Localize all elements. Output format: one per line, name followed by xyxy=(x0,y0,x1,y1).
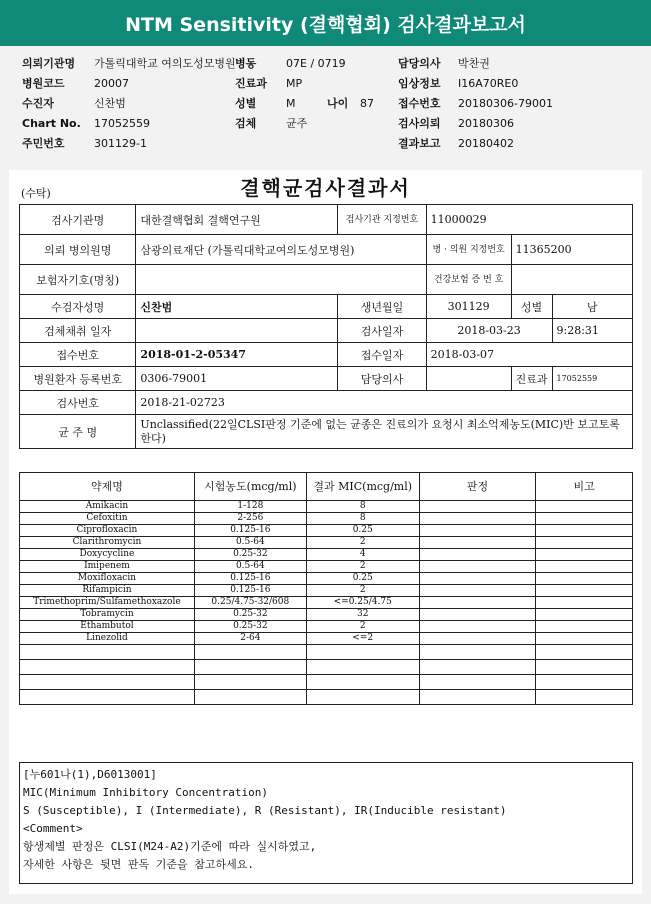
drug-note-cell xyxy=(536,597,633,609)
drug-mic-cell: 2 xyxy=(306,585,419,597)
drug-name-cell: Tobramycin xyxy=(20,609,195,621)
institution-label: 의뢰기관명 xyxy=(22,57,76,70)
empty-cell xyxy=(419,645,536,660)
test-no-value: 2018-21-02723 xyxy=(136,391,633,415)
attending-label: 담당의사 xyxy=(338,367,426,391)
drug-mic-cell: 8 xyxy=(306,501,419,513)
patient-info xyxy=(22,54,632,154)
report-title: 결핵균검사결과서 xyxy=(240,176,411,200)
collect-label: 검체채취 일자 xyxy=(20,319,136,343)
drug-row xyxy=(20,537,633,549)
lab-name-value: 대한결핵협회 결핵연구원 xyxy=(136,205,338,235)
drug-note-cell xyxy=(536,621,633,633)
drug-note-cell xyxy=(536,609,633,621)
drug-conc-cell: 0.25-32 xyxy=(194,549,306,561)
clinical-value: I16A70RE0 xyxy=(458,77,519,90)
test-time-value: 9:28:31 xyxy=(552,319,633,343)
drug-conc-cell: 2-256 xyxy=(194,513,306,525)
drug-judge-cell xyxy=(419,585,536,597)
ward-label: 병동 xyxy=(235,57,257,70)
request-value: 20180306 xyxy=(458,117,514,130)
dept-label-cell: 진료과 xyxy=(511,367,552,391)
drug-table xyxy=(19,472,633,705)
drug-name-cell: Ciprofloxacin xyxy=(20,525,195,537)
drug-note-cell xyxy=(536,573,633,585)
drug-judge-cell xyxy=(419,513,536,525)
hosp-id-label: 병 · 의원 지정번호 xyxy=(426,235,511,265)
dept-label: 진료과 xyxy=(235,77,267,90)
lab-id-label: 검사기관 지정번호 xyxy=(338,205,426,235)
sex-value-cell: 남 xyxy=(552,295,633,319)
drug-conc-cell: 1-128 xyxy=(194,501,306,513)
drug-row xyxy=(20,633,633,645)
receipt-label: 접수번호 xyxy=(398,97,441,110)
empty-row xyxy=(20,660,633,675)
req-hosp-value: 삼광의료재단 (가톨릭대학교여의도성모병원) xyxy=(136,235,426,265)
dept-value-cell: 17052559 xyxy=(552,367,633,391)
empty-cell xyxy=(536,690,633,705)
drug-judge-cell xyxy=(419,621,536,633)
dob-value: 301129 xyxy=(426,295,511,319)
insured-value xyxy=(136,265,426,295)
request-label: 검사의뢰 xyxy=(398,117,441,130)
drug-note-cell xyxy=(536,561,633,573)
empty-cell xyxy=(419,675,536,690)
report-subtitle: (수탁) xyxy=(21,187,51,200)
req-hosp-label: 의뢰 병의원명 xyxy=(20,235,136,265)
drug-name-cell: Linezolid xyxy=(20,633,195,645)
drug-row xyxy=(20,501,633,513)
notes-comment-line1: 항생제별 판정은 CLSI(M24-A2)기준에 따라 실시하였고, xyxy=(23,840,317,853)
drug-note-cell xyxy=(536,549,633,561)
drug-note-cell xyxy=(536,525,633,537)
drug-conc-cell: 0.125-16 xyxy=(194,585,306,597)
rrn-label: 주민번호 xyxy=(22,137,65,150)
drug-judge-cell xyxy=(419,549,536,561)
drug-row xyxy=(20,573,633,585)
drug-conc-cell: 0.5-64 xyxy=(194,537,306,549)
drug-mic-cell: 32 xyxy=(306,609,419,621)
drug-mic-cell: 2 xyxy=(306,561,419,573)
drug-mic-cell: 2 xyxy=(306,621,419,633)
specimen-label: 검체 xyxy=(235,117,257,130)
drug-name-cell: Imipenem xyxy=(20,561,195,573)
conc-header: 시험농도(mcg/ml) xyxy=(194,473,306,501)
age-label: 나이 xyxy=(327,97,349,110)
drug-row xyxy=(20,621,633,633)
empty-cell xyxy=(194,690,306,705)
notes-comment-label: <Comment> xyxy=(23,822,83,835)
collect-value xyxy=(136,319,338,343)
hospital-code-value: 20007 xyxy=(94,77,129,90)
name-label: 수검자성명 xyxy=(20,295,136,319)
empty-cell xyxy=(194,660,306,675)
drug-note-cell xyxy=(536,513,633,525)
specimen-value: 균주 xyxy=(286,117,308,130)
notes-comment-line2: 자세한 사항은 뒷면 판독 기준을 참고하세요. xyxy=(23,858,255,871)
empty-cell xyxy=(306,660,419,675)
report-date-label: 결과보고 xyxy=(398,137,441,150)
drug-mic-cell: 0.25 xyxy=(306,573,419,585)
drug-name-cell: Amikacin xyxy=(20,501,195,513)
rrn-value: 301129-1 xyxy=(94,137,147,150)
empty-row xyxy=(20,645,633,660)
empty-cell xyxy=(20,645,195,660)
drug-conc-cell: 0.5-64 xyxy=(194,561,306,573)
lab-name-label: 검사기관명 xyxy=(20,205,136,235)
drug-judge-cell xyxy=(419,537,536,549)
sex-value: M xyxy=(286,97,296,110)
drug-row xyxy=(20,513,633,525)
drug-note-cell xyxy=(536,537,633,549)
attending-value xyxy=(426,367,511,391)
drug-judge-cell xyxy=(419,633,536,645)
judge-header: 판정 xyxy=(419,473,536,501)
accession-label: 접수번호 xyxy=(20,343,136,367)
health-ins-value xyxy=(511,265,632,295)
drug-note-cell xyxy=(536,585,633,597)
empty-cell xyxy=(20,690,195,705)
empty-cell xyxy=(536,645,633,660)
species-value: Unclassified(22일CLSI판정 기준에 없는 균종은 진료의가 요청시 최소억제농도(MIC)반 보고토록 한다) xyxy=(136,415,633,449)
hosp-id-value: 11365200 xyxy=(511,235,632,265)
receive-date-value: 2018-03-07 xyxy=(426,343,632,367)
doctor-value: 박찬권 xyxy=(458,57,490,70)
drug-note-cell xyxy=(536,501,633,513)
clinical-label: 임상정보 xyxy=(398,77,441,90)
drug-row xyxy=(20,609,633,621)
species-label: 균 주 명 xyxy=(20,415,136,449)
accession-value: 2018-01-2-05347 xyxy=(136,343,338,367)
notes-mic-definition: MIC(Minimum Inhibitory Concentration) xyxy=(23,786,269,799)
patient-label: 수진자 xyxy=(22,97,54,110)
drug-name-cell: Cefoxitin xyxy=(20,513,195,525)
report-date-value: 20180402 xyxy=(458,137,514,150)
notes-legend: S (Susceptible), I (Intermediate), R (Resistant), IR(Inducible resistant) xyxy=(23,804,507,817)
patient-value: 신찬범 xyxy=(94,97,126,110)
drug-row xyxy=(20,585,633,597)
note-header: 비고 xyxy=(536,473,633,501)
drug-header: 약제명 xyxy=(20,473,195,501)
institution-value: 가톨릭대학교 여의도성모병원 xyxy=(94,57,236,70)
empty-cell xyxy=(306,690,419,705)
drug-conc-cell: 0.125-16 xyxy=(194,525,306,537)
drug-conc-cell: 0.25-32 xyxy=(194,621,306,633)
empty-cell xyxy=(20,675,195,690)
sex-label: 성별 xyxy=(235,97,257,110)
drug-conc-cell: 0.25/4.75-32/608 xyxy=(194,597,306,609)
empty-cell xyxy=(194,675,306,690)
drug-mic-cell: 0.25 xyxy=(306,525,419,537)
report-header xyxy=(0,0,651,46)
reg-no-label: 병원환자 등록번호 xyxy=(20,367,136,391)
report-header-title: NTM Sensitivity (결핵협회) 검사결과보고서 xyxy=(125,13,526,36)
empty-row xyxy=(20,675,633,690)
drug-row xyxy=(20,549,633,561)
health-ins-label: 건강보험 증 번 호 xyxy=(426,265,511,295)
empty-cell xyxy=(306,645,419,660)
drug-mic-cell: 4 xyxy=(306,549,419,561)
notes-code: [누601나(1),D6013001] xyxy=(23,768,157,781)
drug-judge-cell xyxy=(419,609,536,621)
empty-cell xyxy=(20,660,195,675)
drug-conc-cell: 0.125-16 xyxy=(194,573,306,585)
drug-conc-cell: 2-64 xyxy=(194,633,306,645)
empty-cell xyxy=(306,675,419,690)
empty-cell xyxy=(536,675,633,690)
dept-value: MP xyxy=(286,77,303,90)
drug-judge-cell xyxy=(419,573,536,585)
drug-row xyxy=(20,561,633,573)
chart-label: Chart No. xyxy=(22,117,81,130)
test-no-label: 검사번호 xyxy=(20,391,136,415)
reg-no-value: 0306-79001 xyxy=(136,367,338,391)
test-date-value: 2018-03-23 xyxy=(426,319,552,343)
drug-name-cell: Ethambutol xyxy=(20,621,195,633)
hospital-code-label: 병원코드 xyxy=(22,77,65,90)
empty-cell xyxy=(419,690,536,705)
chart-value: 17052559 xyxy=(94,117,150,130)
mic-header: 결과 MIC(mcg/ml) xyxy=(306,473,419,501)
test-date-label: 검사일자 xyxy=(338,319,426,343)
drug-mic-cell: <=0.25/4.75 xyxy=(306,597,419,609)
drug-name-cell: Moxifloxacin xyxy=(20,573,195,585)
sex-label-cell: 성별 xyxy=(511,295,552,319)
specimen-table xyxy=(19,204,633,449)
report-sheet xyxy=(9,170,642,894)
name-value: 신찬범 xyxy=(136,295,338,319)
dob-label: 생년월일 xyxy=(338,295,426,319)
drug-mic-cell: 2 xyxy=(306,537,419,549)
lab-id-value: 11000029 xyxy=(426,205,632,235)
empty-cell xyxy=(536,660,633,675)
drug-judge-cell xyxy=(419,597,536,609)
notes-box xyxy=(19,762,633,884)
ward-value: 07E / 0719 xyxy=(286,57,346,70)
drug-row xyxy=(20,597,633,609)
age-value: 87 xyxy=(360,97,374,110)
empty-cell xyxy=(419,660,536,675)
drug-name-cell: Doxycycline xyxy=(20,549,195,561)
drug-mic-cell: <=2 xyxy=(306,633,419,645)
doctor-label: 담당의사 xyxy=(398,57,441,70)
receive-date-label: 접수일자 xyxy=(338,343,426,367)
drug-judge-cell xyxy=(419,561,536,573)
receipt-value: 20180306-79001 xyxy=(458,97,553,110)
drug-name-cell: Trimethoprim/Sulfamethoxazole xyxy=(20,597,195,609)
drug-name-cell: Rifampicin xyxy=(20,585,195,597)
drug-name-cell: Clarithromycin xyxy=(20,537,195,549)
empty-cell xyxy=(194,645,306,660)
drug-note-cell xyxy=(536,633,633,645)
drug-judge-cell xyxy=(419,501,536,513)
insured-label: 보험자기호(명칭) xyxy=(20,265,136,295)
drug-judge-cell xyxy=(419,525,536,537)
empty-row xyxy=(20,690,633,705)
drug-conc-cell: 0.25-32 xyxy=(194,609,306,621)
drug-mic-cell: 8 xyxy=(306,513,419,525)
drug-row xyxy=(20,525,633,537)
